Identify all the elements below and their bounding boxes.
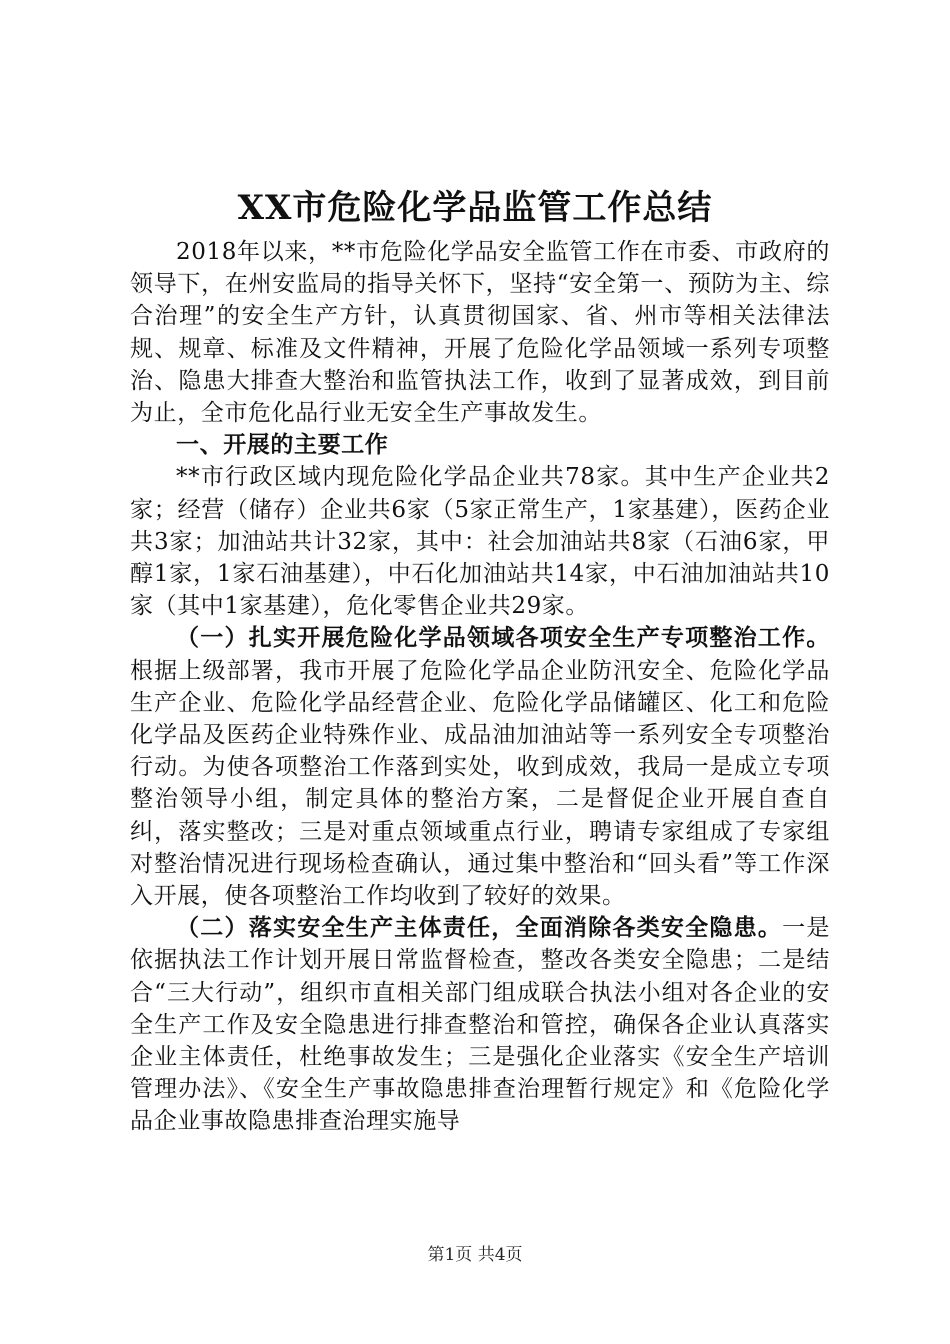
item-1-body: 根据上级部署，我市开展了危险化学品企业防汛安全、危险化学品生产企业、危险化学品经营企业、危险化学品储罐区、化工和危险化学品及医药企业特殊作业、成品油加油站等一系列安全专项整治行动。为使各项整治工作落到实处，收到成效，我局一是成立专项整治领导小组，制定具体的整治方案，二是督促企业开展自查自纠，落实整改；三是对重点领域重点行业，聘请专家组成了专家组对整治情况进行现场检查确认，通过集中整治和“回头看”等工作深入开展，使各项整治工作均收到了较好的效果。: [130, 657, 830, 910]
document-body: [130, 236, 830, 1138]
item-2-body: 一是依据执法工作计划开展日常监督检查，整改各类安全隐患；二是结合“三大行动”，组织市直相关部门组成联合执法小组对各企业的安全生产工作及安全隐患进行排查整治和管控，确保各企业认真落实企业主体责任，杜绝事故发生；三是强化企业落实《安全生产培训管理办法》、《安全生产事故隐患排查治理暂行规定》和《危险化学品企业事故隐患排查治理实施导: [130, 915, 831, 1135]
page-number-footer: 第1页 共4页: [427, 1245, 523, 1265]
document-title: XX市危险化学品监管工作总结: [237, 188, 713, 228]
intro-paragraph: 2018年以来，**市危险化学品安全监管工作在市委、市政府的领导下，在州安监局的指导关怀下，坚持“安全第一、预防为主、综合治理”的安全生产方针，认真贯彻国家、省、州市等相关法律法规、规章、标准及文件精神，开展了危险化学品领域一系列专项整治、隐患大排查大整治和监管执法工作，收到了显著成效，到目前为止，全市危化品行业无安全生产事故发生。: [130, 239, 830, 427]
enterprises-paragraph: **市行政区域内现危险化学品企业共78家。其中生产企业共2家；经营（储存）企业共6家（5家正常生产，1家基建），医药企业共3家；加油站共计32家，其中：社会加油站共8家（石油6家，甲醇1家，1家石油基建），中石化加油站共14家，中石油加油站共10家（其中1家基建），危化零售企业共29家。: [130, 464, 830, 620]
item-2-heading: （二）落实安全生产主体责任，全面消除各类安全隐患。: [176, 915, 783, 942]
item-1-paragraph: [130, 622, 830, 912]
item-1-heading: （一）扎实开展危险化学品领域各项安全生产专项整治工作。: [176, 625, 830, 652]
section-heading: 一、开展的主要工作: [176, 432, 389, 459]
item-2-paragraph: [130, 912, 830, 1137]
